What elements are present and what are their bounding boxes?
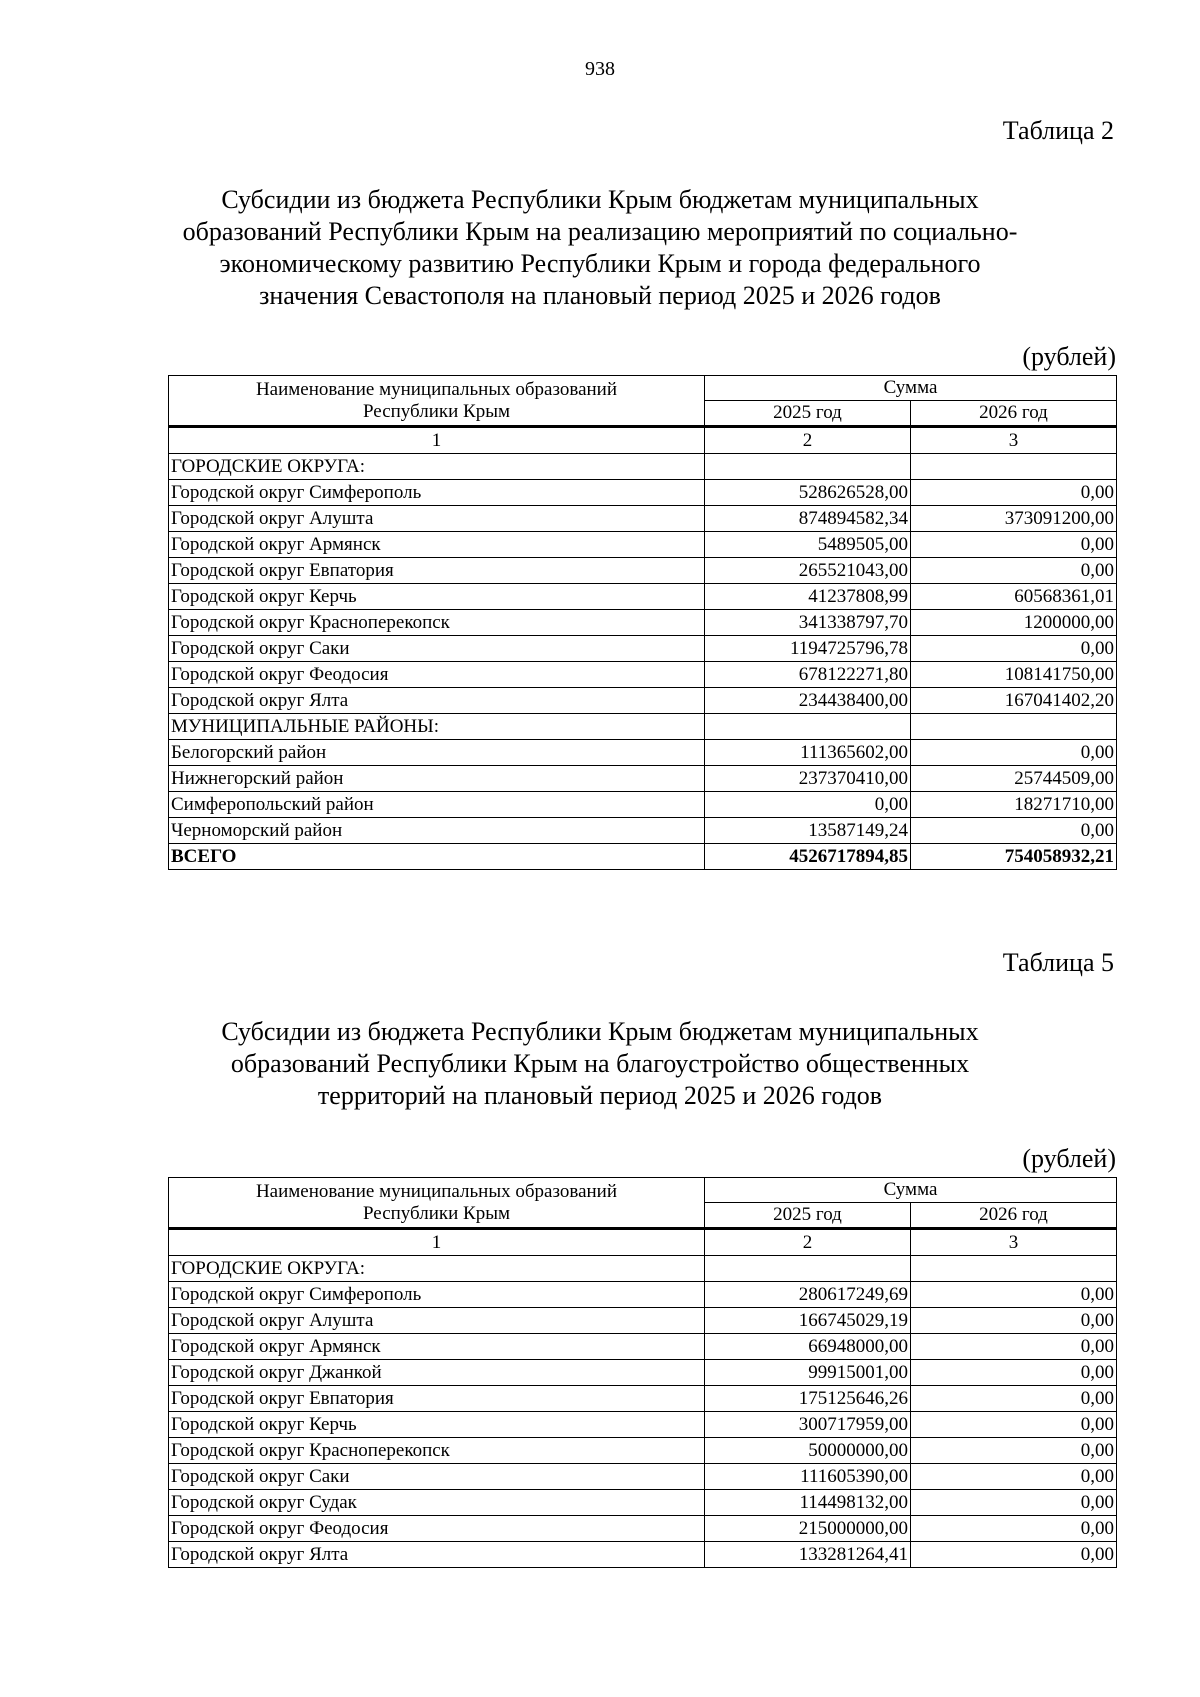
table-row	[169, 610, 1117, 636]
value-2026: 0,00	[911, 1542, 1117, 1568]
value-2026: 0,00	[911, 1464, 1117, 1490]
row-name: Городской округ Феодосия	[169, 1516, 705, 1542]
table-row	[169, 1542, 1117, 1568]
value-2025: 50000000,00	[705, 1438, 911, 1464]
value-2025: 111605390,00	[705, 1464, 911, 1490]
table-row	[169, 1360, 1117, 1386]
title-line: значения Севастополя на плановый период 2025 и 2026 годов	[259, 281, 941, 310]
value-2025: 99915001,00	[705, 1360, 911, 1386]
value-2026: 0,00	[911, 558, 1117, 584]
value-2026: 25744509,00	[911, 766, 1117, 792]
value-2025: 237370410,00	[705, 766, 911, 792]
row-name: ГОРОДСКИЕ ОКРУГА:	[169, 454, 705, 480]
table-row	[169, 584, 1117, 610]
table-row	[169, 1490, 1117, 1516]
year-2026-header: 2026 год	[911, 401, 1117, 427]
value-2026: 18271710,00	[911, 792, 1117, 818]
sum-column-header: Сумма	[705, 1178, 1117, 1203]
table-2-label: Таблица 2	[1002, 116, 1114, 145]
title-line: Субсидии из бюджета Республики Крым бюджетам муниципальных	[221, 185, 979, 214]
table-row	[169, 688, 1117, 714]
value-2025: 66948000,00	[705, 1334, 911, 1360]
value-2026: 60568361,01	[911, 584, 1117, 610]
value-2025: 114498132,00	[705, 1490, 911, 1516]
name-column-header	[169, 376, 705, 427]
value-2026: 0,00	[911, 1438, 1117, 1464]
value-2025: 133281264,41	[705, 1542, 911, 1568]
value-2025: 300717959,00	[705, 1412, 911, 1438]
value-2025	[705, 1256, 911, 1282]
column-number: 2	[705, 1229, 911, 1256]
title-line: образований Республики Крым на реализацию мероприятий по социально-	[182, 217, 1018, 246]
column-number: 2	[705, 427, 911, 454]
value-2025	[705, 454, 911, 480]
value-2025: 678122271,80	[705, 662, 911, 688]
value-2026: 0,00	[911, 740, 1117, 766]
value-2025: 111365602,00	[705, 740, 911, 766]
value-2026: 108141750,00	[911, 662, 1117, 688]
row-name: Городской округ Алушта	[169, 506, 705, 532]
table-row	[169, 636, 1117, 662]
row-name: Городской округ Симферополь	[169, 1282, 705, 1308]
row-name: Городской округ Керчь	[169, 1412, 705, 1438]
row-name: Черноморский район	[169, 818, 705, 844]
table-5	[168, 1177, 1117, 1568]
table-row	[169, 1282, 1117, 1308]
table-5-unit: (рублей)	[1022, 1144, 1116, 1173]
row-name: Городской округ Ялта	[169, 1542, 705, 1568]
value-2026	[911, 454, 1117, 480]
table-row	[169, 714, 1117, 740]
value-2026: 373091200,00	[911, 506, 1117, 532]
table-2-title	[150, 184, 1050, 312]
total-2026: 754058932,21	[911, 844, 1117, 870]
value-2026: 0,00	[911, 480, 1117, 506]
value-2025	[705, 714, 911, 740]
row-name: ГОРОДСКИЕ ОКРУГА:	[169, 1256, 705, 1282]
header-line: Республики Крым	[362, 1202, 511, 1224]
title-line: экономическому развитию Республики Крым и города федерального	[219, 249, 981, 278]
value-2025: 341338797,70	[705, 610, 911, 636]
value-2026	[911, 714, 1117, 740]
table-row	[169, 766, 1117, 792]
table-row	[169, 480, 1117, 506]
value-2025: 41237808,99	[705, 584, 911, 610]
value-2026: 0,00	[911, 532, 1117, 558]
value-2025: 175125646,26	[705, 1386, 911, 1412]
table-row	[169, 1256, 1117, 1282]
value-2026: 0,00	[911, 1334, 1117, 1360]
value-2026: 0,00	[911, 1516, 1117, 1542]
value-2026: 0,00	[911, 1412, 1117, 1438]
value-2026: 0,00	[911, 1490, 1117, 1516]
table-row	[169, 1334, 1117, 1360]
row-name: Городской округ Красноперекопск	[169, 1438, 705, 1464]
value-2026: 1200000,00	[911, 610, 1117, 636]
table-row	[169, 506, 1117, 532]
row-name: Городской округ Саки	[169, 1464, 705, 1490]
table-row	[169, 558, 1117, 584]
total-label: ВСЕГО	[169, 844, 705, 870]
value-2026: 0,00	[911, 818, 1117, 844]
value-2026: 0,00	[911, 636, 1117, 662]
title-line: территорий на плановый период 2025 и 2026 годов	[317, 1081, 883, 1110]
row-name: МУНИЦИПАЛЬНЫЕ РАЙОНЫ:	[169, 714, 705, 740]
table-row	[169, 532, 1117, 558]
value-2026: 167041402,20	[911, 688, 1117, 714]
value-2026: 0,00	[911, 1386, 1117, 1412]
value-2025: 265521043,00	[705, 558, 911, 584]
value-2025: 5489505,00	[705, 532, 911, 558]
row-name: Нижнегорский район	[169, 766, 705, 792]
table-5-label: Таблица 5	[1002, 948, 1114, 977]
table-row	[169, 1386, 1117, 1412]
table-row	[169, 1464, 1117, 1490]
row-name: Городской округ Джанкой	[169, 1360, 705, 1386]
name-column-header	[169, 1178, 705, 1229]
value-2025: 0,00	[705, 792, 911, 818]
table-row	[169, 1412, 1117, 1438]
table-row	[169, 662, 1117, 688]
year-2026-header: 2026 год	[911, 1203, 1117, 1229]
value-2025: 166745029,19	[705, 1308, 911, 1334]
value-2026: 0,00	[911, 1282, 1117, 1308]
sum-column-header: Сумма	[705, 376, 1117, 401]
table-row	[169, 792, 1117, 818]
table-row	[169, 1308, 1117, 1334]
year-2025-header: 2025 год	[705, 401, 911, 427]
year-2025-header: 2025 год	[705, 1203, 911, 1229]
value-2026: 0,00	[911, 1308, 1117, 1334]
row-name: Городской округ Феодосия	[169, 662, 705, 688]
table-row	[169, 1516, 1117, 1542]
row-name: Городской округ Судак	[169, 1490, 705, 1516]
row-name: Городской округ Симферополь	[169, 480, 705, 506]
header-line: Республики Крым	[362, 400, 511, 422]
row-name: Городской округ Алушта	[169, 1308, 705, 1334]
value-2026: 0,00	[911, 1360, 1117, 1386]
table-5-title	[150, 1016, 1050, 1112]
row-name: Городской округ Саки	[169, 636, 705, 662]
row-name: Городской округ Ялта	[169, 688, 705, 714]
total-2025: 4526717894,85	[705, 844, 911, 870]
value-2025: 528626528,00	[705, 480, 911, 506]
row-name: Симферопольский район	[169, 792, 705, 818]
header-row	[169, 1178, 1117, 1203]
column-number: 3	[911, 427, 1117, 454]
total-row	[169, 844, 1117, 870]
table-row	[169, 740, 1117, 766]
table-row	[169, 454, 1117, 480]
row-name: Городской округ Евпатория	[169, 1386, 705, 1412]
row-name: Городской округ Красноперекопск	[169, 610, 705, 636]
table-2-unit: (рублей)	[1022, 342, 1116, 371]
page-number: 938	[585, 58, 615, 80]
title-line: Субсидии из бюджета Республики Крым бюджетам муниципальных	[221, 1017, 979, 1046]
value-2025: 13587149,24	[705, 818, 911, 844]
value-2025: 215000000,00	[705, 1516, 911, 1542]
row-name: Городской округ Евпатория	[169, 558, 705, 584]
row-name: Городской округ Армянск	[169, 1334, 705, 1360]
column-numbers-row	[169, 427, 1117, 454]
column-numbers-row	[169, 1229, 1117, 1256]
header-row	[169, 376, 1117, 401]
row-name: Городской округ Керчь	[169, 584, 705, 610]
header-line: Наименование муниципальных образований	[255, 378, 618, 400]
value-2025: 234438400,00	[705, 688, 911, 714]
row-name: Белогорский район	[169, 740, 705, 766]
table-row	[169, 1438, 1117, 1464]
column-number: 1	[169, 1229, 705, 1256]
table-2	[168, 375, 1117, 870]
title-line: образований Республики Крым на благоустройство общественных	[230, 1049, 970, 1078]
row-name: Городской округ Армянск	[169, 532, 705, 558]
header-line: Наименование муниципальных образований	[255, 1180, 618, 1202]
value-2025: 1194725796,78	[705, 636, 911, 662]
column-number: 3	[911, 1229, 1117, 1256]
table-row	[169, 818, 1117, 844]
value-2025: 874894582,34	[705, 506, 911, 532]
value-2026	[911, 1256, 1117, 1282]
column-number: 1	[169, 427, 705, 454]
value-2025: 280617249,69	[705, 1282, 911, 1308]
